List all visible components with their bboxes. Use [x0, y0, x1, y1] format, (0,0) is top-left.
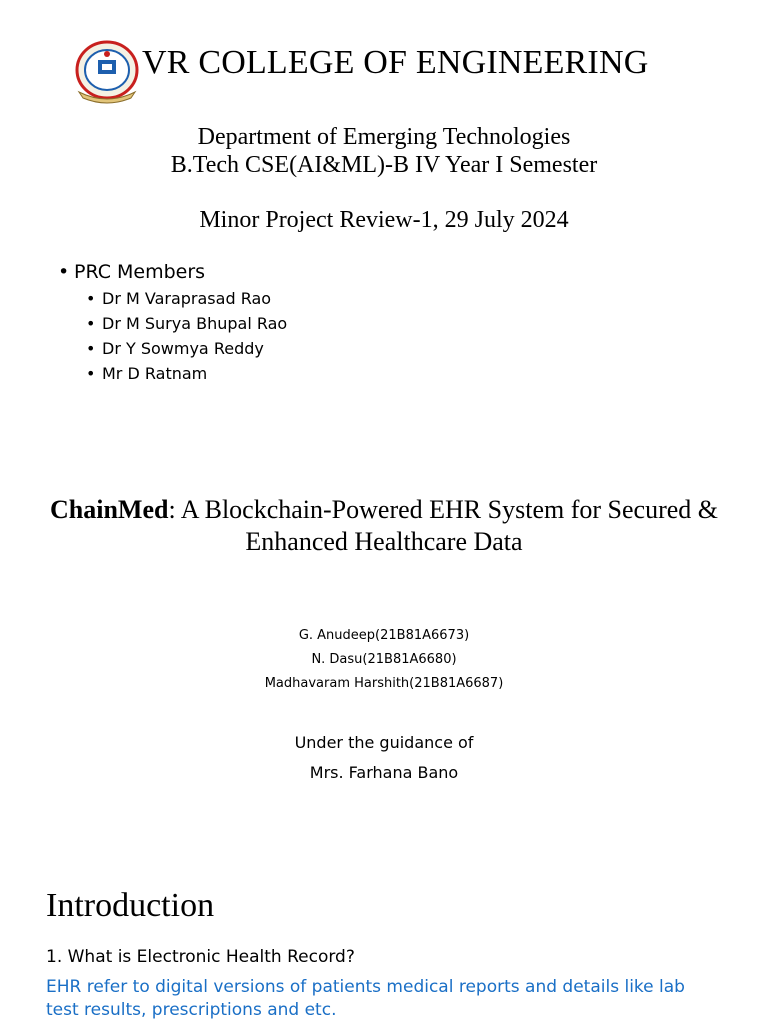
team-member: Madhavaram Harshith(21B81A6687)	[264, 676, 504, 691]
prc-member: Mr D Ratnam	[102, 364, 208, 383]
introduction-heading: Introduction	[46, 887, 215, 924]
guidance-label: Under the guidance of	[294, 733, 474, 752]
prc-member: Dr M Varaprasad Rao	[102, 289, 272, 308]
team-list	[0, 626, 768, 698]
college-name: VR COLLEGE OF ENGINEERING	[142, 44, 649, 81]
prc-heading-label: PRC Members	[74, 261, 206, 283]
prc-member-list	[86, 288, 287, 388]
bullet-icon: •	[58, 261, 70, 283]
project-title	[0, 494, 768, 558]
prc-member: Dr Y Sowmya Reddy	[102, 339, 264, 358]
project-subtitle: : A Blockchain-Powered EHR System for Secured & Enhanced Healthcare Data	[168, 495, 718, 556]
team-member: N. Dasu(21B81A6680)	[311, 652, 457, 667]
department-name: Department of Emerging Technologies	[197, 124, 571, 150]
list-item	[86, 338, 287, 363]
bullet-icon: •	[86, 339, 96, 358]
introduction-answer: EHR refer to digital versions of patients medical reports and details like lab test results, prescriptions and etc.	[46, 977, 685, 1020]
review-title: Minor Project Review-1, 29 July 2024	[199, 207, 569, 233]
bullet-icon: •	[86, 314, 96, 333]
bullet-icon: •	[86, 289, 96, 308]
prc-member: Dr M Surya Bhupal Rao	[102, 314, 288, 333]
guide-name: Mrs. Farhana Bano	[309, 763, 459, 782]
list-item	[86, 363, 287, 388]
list-item	[86, 313, 287, 338]
bullet-icon: •	[86, 364, 96, 383]
college-seal-icon	[73, 40, 141, 104]
list-item	[86, 288, 287, 313]
course-name: B.Tech CSE(AI&ML)-B IV Year I Semester	[170, 152, 598, 178]
prc-heading	[58, 261, 205, 283]
team-member: G. Anudeep(21B81A6673)	[298, 628, 470, 643]
introduction-question: 1. What is Electronic Health Record?	[46, 947, 355, 967]
project-name: ChainMed	[50, 495, 169, 524]
